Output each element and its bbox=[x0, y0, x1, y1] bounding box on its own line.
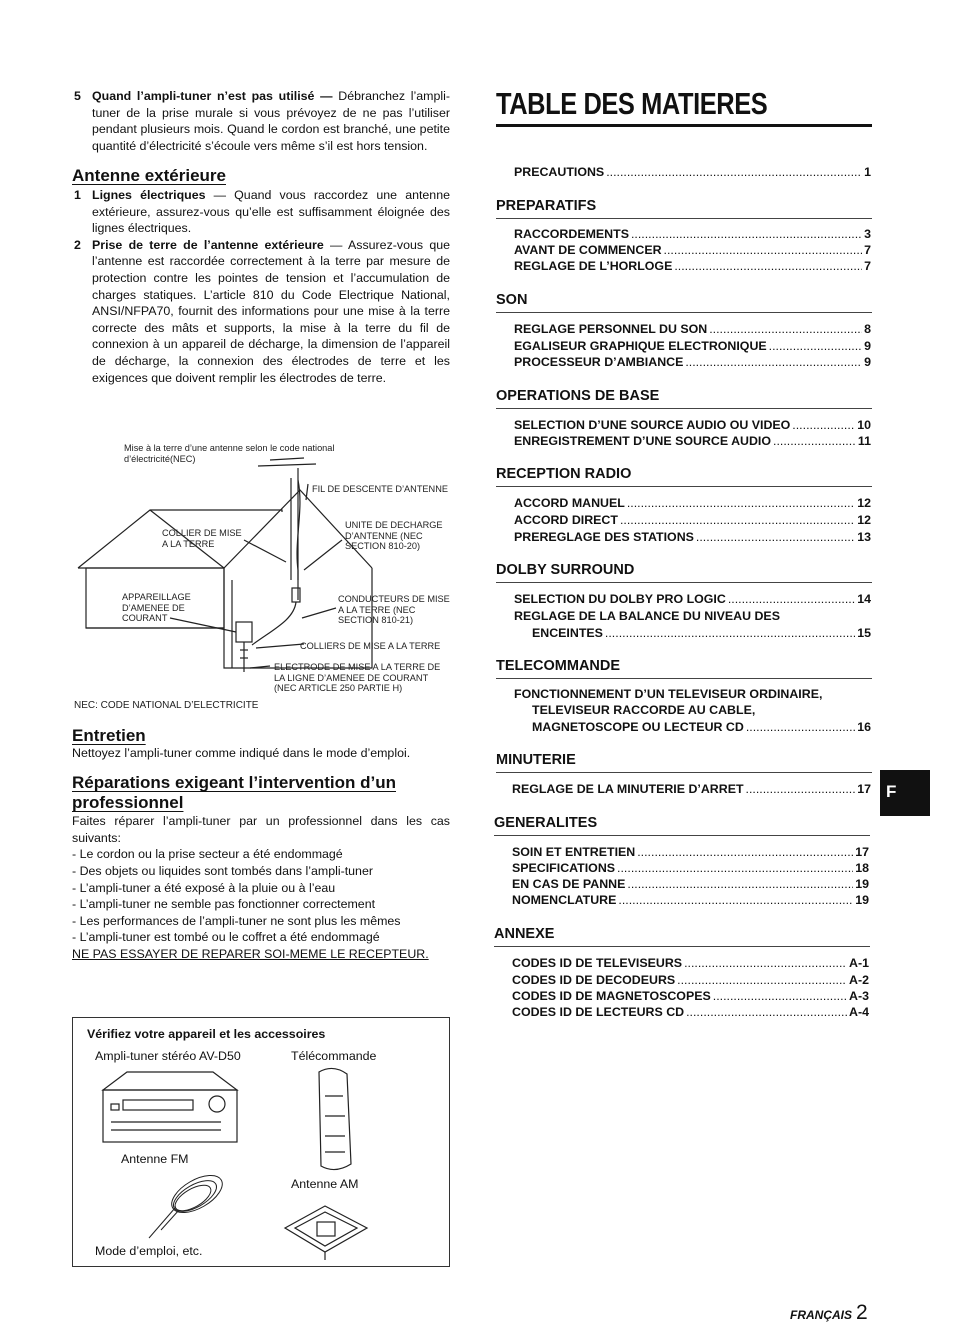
lower-left-text bbox=[72, 728, 450, 963]
toc-entry-page: 1 bbox=[864, 165, 871, 179]
page-number: 2 bbox=[856, 1301, 868, 1324]
toc-entry[interactable] bbox=[512, 876, 869, 892]
manual-label: Mode d’emploi, etc. bbox=[95, 1244, 203, 1258]
accessories-box bbox=[72, 1017, 450, 1267]
toc-entry-label: ACCORD DIRECT bbox=[514, 513, 618, 527]
am-antenna-icon bbox=[281, 1202, 371, 1262]
item-heading: Lignes électriques bbox=[92, 187, 206, 202]
discharge-unit-label: UNITE DE DECHARGE D’ANTENNE (NEC SECTION 810-20) bbox=[345, 520, 443, 552]
nec-note: NEC: CODE NATIONAL D’ELECTRICITE bbox=[74, 700, 259, 711]
reparations-intro: Faites réparer l’ampli-tuner par un professionnel dans les cas suivants: bbox=[72, 814, 450, 845]
toc-entry-label: EN CAS DE PANNE bbox=[512, 877, 626, 891]
tuner-label: Ampli-tuner stéréo AV-D50 bbox=[95, 1049, 241, 1063]
toc-entry[interactable] bbox=[512, 844, 869, 860]
list-item: - Les performances de l’ampli-tuner ne sont plus les mêmes bbox=[72, 913, 401, 928]
toc-entry[interactable] bbox=[514, 226, 871, 242]
toc-entry[interactable] bbox=[532, 625, 871, 641]
footer-language: FRANÇAIS bbox=[790, 1308, 852, 1322]
item-heading: Quand l’ampli-tuner n’est pas utilisé — bbox=[92, 89, 333, 103]
toc-entry-page: A-2 bbox=[849, 973, 869, 987]
toc-entry[interactable] bbox=[514, 417, 871, 433]
toc-entry-label: ACCORD MANUEL bbox=[514, 496, 625, 510]
toc-entry-label: REGLAGE PERSONNEL DU SON bbox=[514, 322, 708, 336]
toc-entry-page: 14 bbox=[857, 592, 871, 606]
diagram-caption: Mise à la terre d’une antenne selon le code national d’électricité(NEC) bbox=[124, 443, 335, 464]
toc-entry-page: 19 bbox=[855, 877, 869, 891]
grounding-diagram bbox=[72, 440, 452, 715]
toc-entry-page: A-3 bbox=[849, 989, 869, 1003]
toc-entry[interactable] bbox=[532, 719, 871, 735]
toc-entry-label: CODES ID DE TELEVISEURS bbox=[512, 956, 683, 970]
toc-entry-page: 7 bbox=[864, 259, 871, 273]
list-item: - Le cordon ou la prise secteur a été endommagé bbox=[72, 847, 343, 862]
remote-icon bbox=[313, 1066, 357, 1174]
toc-entry-label: AVANT DE COMMENCER bbox=[514, 243, 662, 257]
toc-entry-multiline-line2[interactable]: TELEVISEUR RACCORDE AU CABLE, bbox=[532, 703, 756, 717]
toc-entry[interactable] bbox=[514, 495, 871, 511]
toc-entry-label: REGLAGE DE L’HORLOGE bbox=[514, 259, 673, 273]
toc-entry[interactable] bbox=[514, 512, 871, 528]
toc-entry[interactable] bbox=[514, 242, 871, 258]
lead-in-label: FIL DE DESCENTE D’ANTENNE bbox=[312, 484, 448, 494]
toc-section-telecommande: TELECOMMANDE bbox=[496, 658, 872, 679]
antenne-item-2 bbox=[72, 237, 450, 386]
fm-antenna-label: Antenne FM bbox=[121, 1152, 189, 1166]
toc-entry-label: PROCESSEUR D’AMBIANCE bbox=[514, 355, 684, 369]
item-number: 2 bbox=[74, 237, 81, 252]
item-number: 1 bbox=[74, 187, 81, 202]
item-text: — Quand vous raccordez une antenne extérieure, assurez-vous qu’elle est suffisamment éloignée des lignes électriques. bbox=[92, 187, 450, 236]
toc-entry-page: 13 bbox=[857, 530, 871, 544]
antenne-title: Antenne extérieure bbox=[72, 166, 226, 186]
toc-entry-label: NOMENCLATURE bbox=[512, 893, 617, 907]
am-antenna-label: Antenne AM bbox=[291, 1177, 359, 1191]
toc-entry[interactable] bbox=[512, 892, 869, 908]
toc-entry-label: SOIN ET ENTRETIEN bbox=[512, 845, 636, 859]
tuner-icon bbox=[101, 1070, 241, 1146]
toc-section-dolby: DOLBY SURROUND bbox=[496, 562, 872, 583]
toc-entry[interactable] bbox=[512, 972, 869, 988]
item-number: 5 bbox=[74, 89, 81, 103]
toc-section-operations: OPERATIONS DE BASE bbox=[496, 388, 872, 409]
toc-entry-page: 16 bbox=[857, 720, 871, 734]
toc-entry-page: 3 bbox=[864, 227, 871, 241]
entretien-title: Entretien bbox=[72, 726, 146, 745]
toc-entry-page: 18 bbox=[855, 861, 869, 875]
toc-entry-label: SELECTION D’UNE SOURCE AUDIO OU VIDEO bbox=[514, 418, 791, 432]
fm-antenna-icon bbox=[139, 1168, 231, 1242]
toc-entry[interactable] bbox=[514, 591, 871, 607]
toc-entry-page: 7 bbox=[864, 243, 871, 257]
antenne-item-1 bbox=[72, 187, 450, 237]
toc-entry-page: A-1 bbox=[849, 956, 869, 970]
item-heading: Prise de terre de l’antenne extérieure bbox=[92, 237, 324, 252]
toc-section-son: SON bbox=[496, 292, 872, 313]
toc-entry[interactable] bbox=[512, 781, 871, 797]
clamp-label: COLLIER DE MISE A LA TERRE bbox=[162, 528, 242, 549]
toc-entry-page: 8 bbox=[864, 322, 871, 336]
toc-entry[interactable] bbox=[514, 529, 871, 545]
grounding-conductors-label: CONDUCTEURS DE MISE A LA TERRE (NEC SECTION 810-21) bbox=[338, 594, 450, 626]
ground-clamps-label: COLLIERS DE MISE A LA TERRE bbox=[300, 641, 441, 651]
toc-entry-page: 17 bbox=[855, 845, 869, 859]
list-item: - L’ampli-tuner a été exposé à la pluie ou à l’eau bbox=[72, 880, 336, 895]
toc-entry[interactable] bbox=[512, 988, 869, 1004]
toc-entry-label: PREREGLAGE DES STATIONS bbox=[514, 530, 694, 544]
list-item: - L’ampli-tuner ne semble pas fonctionner correctement bbox=[72, 897, 376, 912]
toc-entry-multiline-line1[interactable]: REGLAGE DE LA BALANCE DU NIVEAU DES bbox=[514, 609, 780, 623]
list-item: - L’ampli-tuner est tombé ou le coffret a été endommagé bbox=[72, 930, 380, 945]
toc-entry-label: MAGNETOSCOPE OU LECTEUR CD bbox=[532, 720, 744, 734]
toc-entry-page: 12 bbox=[857, 496, 871, 510]
toc-entry[interactable] bbox=[514, 321, 871, 337]
toc-entry-label: EGALISEUR GRAPHIQUE ELECTRONIQUE bbox=[514, 339, 767, 353]
toc-entry[interactable] bbox=[514, 338, 871, 354]
toc-entry[interactable] bbox=[512, 955, 869, 971]
entretien-text: Nettoyez l’ampli-tuner comme indiqué dans le mode d’emploi. bbox=[72, 745, 411, 760]
toc-entry-page: 19 bbox=[855, 893, 869, 907]
electrode-label: ELECTRODE DE MISE A LA TERRE DE LA LIGNE D’AMENEE DE COURANT (NEC ARTICLE 250 PARTIE H) bbox=[274, 662, 441, 694]
list-item: - Des objets ou liquides sont tombés dans l’ampli-tuner bbox=[72, 863, 373, 878]
toc-title: TABLE DES MATIERES bbox=[496, 86, 768, 121]
toc-entry-label: CODES ID DE MAGNETOSCOPES bbox=[512, 989, 711, 1003]
remote-label: Télécommande bbox=[291, 1049, 377, 1063]
toc-entry-label: SELECTION DU DOLBY PRO LOGIC bbox=[514, 592, 726, 606]
toc-entry-label: ENCEINTES bbox=[532, 626, 603, 640]
item-text: — Assurez-vous que l’antenne est raccordée correctement à la terre par mesure de protection contre les pointes de tension et l’accumulation de charges statiques. L’article 810 du Code Electrique National, ANSI/NFPA70, fournit des informations pour une mise à la terre correcte des mâts et supports, la mise à la terre du fil de connexion à un appareil de décharge, la dimension de l’appareil de décharge, la connexion des électrodes de terre et les exigences que doivent remplir les électrodes de terre. bbox=[92, 237, 451, 385]
toc-section-minuterie: MINUTERIE bbox=[496, 752, 872, 773]
toc-section-annexe: ANNEXE bbox=[494, 926, 870, 947]
toc-entry[interactable] bbox=[514, 354, 871, 370]
toc-entry[interactable] bbox=[514, 433, 871, 449]
language-tab-letter: F bbox=[886, 782, 897, 801]
toc-entry-page: 15 bbox=[857, 626, 871, 640]
toc-section-preparatifs: PREPARATIFS bbox=[496, 198, 872, 219]
language-tab bbox=[880, 770, 930, 816]
item-text: Débranchez l’ampli-tuner de la prise murale si vous prévoyez de ne pas l’utiliser pendant plusieurs mois. Quand le cordon est branché, une petite quantité d’électricité s’écoule vers même s’il est hors tension. bbox=[92, 89, 450, 153]
toc-entry-label: RACCORDEMENTS bbox=[514, 227, 629, 241]
toc-entry-page: 12 bbox=[857, 513, 871, 527]
toc-entry-label: CODES ID DE DECODEURS bbox=[512, 973, 676, 987]
toc-section-reception-radio: RECEPTION RADIO bbox=[496, 466, 872, 487]
toc-entry[interactable] bbox=[514, 258, 871, 274]
left-column bbox=[72, 88, 450, 386]
page-footer bbox=[790, 1301, 868, 1325]
reparations-list bbox=[72, 846, 450, 946]
item-5 bbox=[72, 88, 450, 154]
repair-warning: NE PAS ESSAYER DE REPARER SOI-MEME LE RECEPTEUR. bbox=[72, 946, 429, 961]
toc-entry-page: 10 bbox=[857, 418, 871, 432]
toc-entry[interactable] bbox=[512, 1004, 869, 1020]
toc-entry-page: 9 bbox=[864, 339, 871, 353]
toc-entry-page: 9 bbox=[864, 355, 871, 369]
toc-section-generalites: GENERALITES bbox=[494, 815, 870, 836]
toc-entry-page: 17 bbox=[857, 782, 871, 796]
reparations-title: Réparations exigeant l’intervention d’un professionnel bbox=[72, 773, 396, 813]
accessories-title: Vérifiez votre appareil et les accessoires bbox=[87, 1027, 326, 1041]
toc-entry-label: ENREGISTREMENT D’UNE SOURCE AUDIO bbox=[514, 434, 772, 448]
toc-entry-multiline-line1[interactable]: FONCTIONNEMENT D’UN TELEVISEUR ORDINAIRE, bbox=[514, 687, 823, 701]
toc-entry-page: 11 bbox=[857, 434, 871, 448]
toc-entry-label: CODES ID DE LECTEURS CD bbox=[512, 1005, 685, 1019]
service-equipment-label: APPAREILLAGE D’AMENEE DE COURANT bbox=[122, 592, 191, 624]
toc-entry[interactable] bbox=[512, 860, 869, 876]
toc-entry-precautions[interactable] bbox=[514, 164, 871, 180]
toc-entry-page: A-4 bbox=[849, 1005, 869, 1019]
toc-entry-label: PRECAUTIONS bbox=[514, 165, 605, 179]
toc-title-rule bbox=[496, 124, 872, 127]
toc-entry-label: SPECIFICATIONS bbox=[512, 861, 616, 875]
toc-entry-label: REGLAGE DE LA MINUTERIE D’ARRET bbox=[512, 782, 744, 796]
